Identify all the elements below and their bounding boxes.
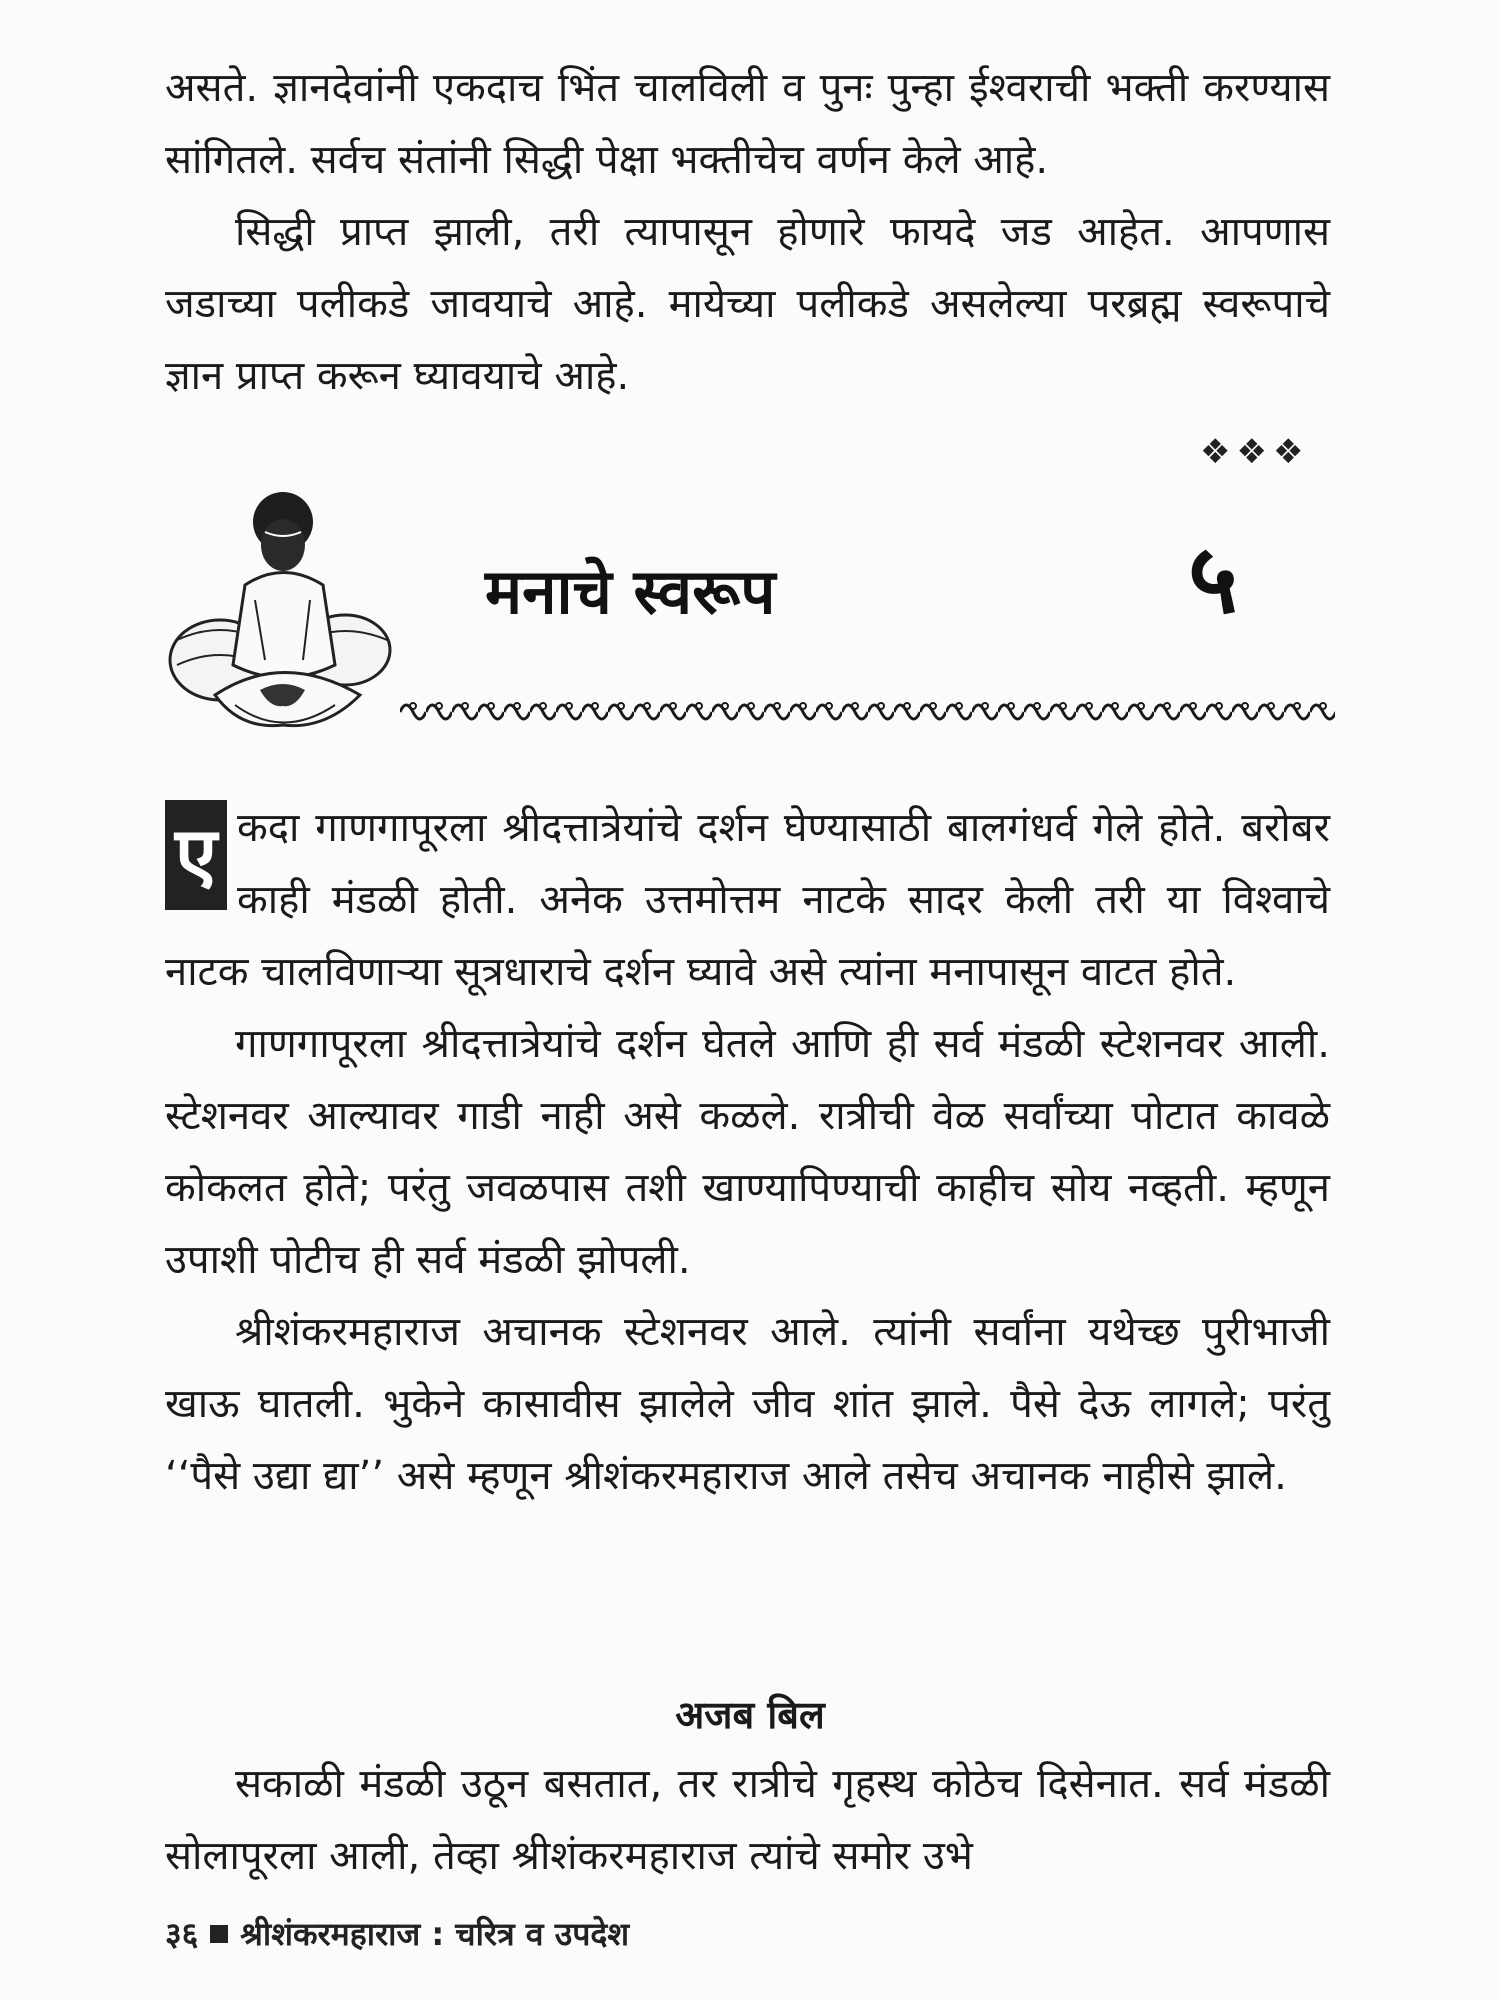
intro-paragraph-2: सिद्धी प्राप्त झाली, तरी त्यापासून होणारे फायदे जड आहेत. आपणास जडाच्या पलीकडे जावयाचे आहे. मायेच्या पलीकडे असलेल्या परब्रह्म स्वरूपाचे ज्ञान प्राप्त करून घ्यावयाचे आहे. [165, 209, 1330, 399]
chapter-number: ५ [1188, 522, 1238, 635]
body-paragraph-1-text: कदा गाणगापूरला श्रीदत्तात्रेयांचे दर्शन घेण्यासाठी बालगंधर्व गेले होते. बरोबर काही मंडळी होती. अनेक उत्तमोत्तम नाटके सादर केली तरी या विश्वाचे नाटक चालविणाऱ्या सूत्रधाराचे दर्शन घ्यावे असे त्यांना मनापासून वाटत होते. [165, 805, 1330, 995]
book-title: श्रीशंकरमहाराज : चरित्र व उपदेश [240, 1915, 630, 1953]
closing-text [165, 1748, 1330, 1892]
body-paragraph-3: श्रीशंकरमहाराज अचानक स्टेशनवर आले. त्यांनी सर्वांना यथेच्छ पुरीभाजी खाऊ घातली. भुकेने कासावीस झालेले जीव शांत झाले. पैसे देऊ लागले; परंतु ‘‘पैसे उद्या द्या’’ असे म्हणून श्रीशंकरमहाराज आले तसेच अचानक नाहीसे झाले. [165, 1309, 1330, 1499]
page-number: ३६ [165, 1915, 199, 1953]
wave-border-icon [400, 692, 1335, 726]
section-subheading: अजब बिल [675, 1693, 825, 1737]
body-paragraph-1 [165, 792, 1330, 1008]
intro-text [165, 52, 1330, 412]
closing-paragraph-1: सकाळी मंडळी उठून बसतात, तर रात्रीचे गृहस्थ कोठेच दिसेनात. सर्व मंडळी सोलापूरला आली, तेव्हा श्रीशंकरमहाराज त्यांचे समोर उभे [165, 1761, 1330, 1879]
intro-paragraph-1: असते. ज्ञानदेवांनी एकदाच भिंत चालविली व पुनः पुन्हा ईश्वराची भक्ती करण्यास सांगितले. सर्वच संतांनी सिद्धी पेक्षा भक्तीचेच वर्णन केले आहे. [165, 65, 1330, 183]
body-text [165, 792, 1330, 1512]
portrait-illustration-icon [165, 490, 415, 750]
square-bullet-icon [210, 1925, 228, 1943]
page-footer [165, 1912, 629, 1955]
drop-cap: ए [165, 800, 227, 910]
section-end-ornament: ❖❖❖ [1200, 432, 1310, 472]
body-paragraph-2: गाणगापूरला श्रीदत्तात्रेयांचे दर्शन घेतले आणि ही सर्व मंडळी स्टेशनवर आली. स्टेशनवर आल्यावर गाडी नाही असे कळले. रात्रीची वेळ सर्वांच्या पोटात कावळे कोकलत होते; परंतु जवळपास तशी खाण्यापिण्याची काहीच सोय नव्हती. म्हणून उपाशी पोटीच ही सर्व मंडळी झोपली. [165, 1021, 1330, 1283]
chapter-title: मनाचे स्वरूप [485, 555, 776, 628]
